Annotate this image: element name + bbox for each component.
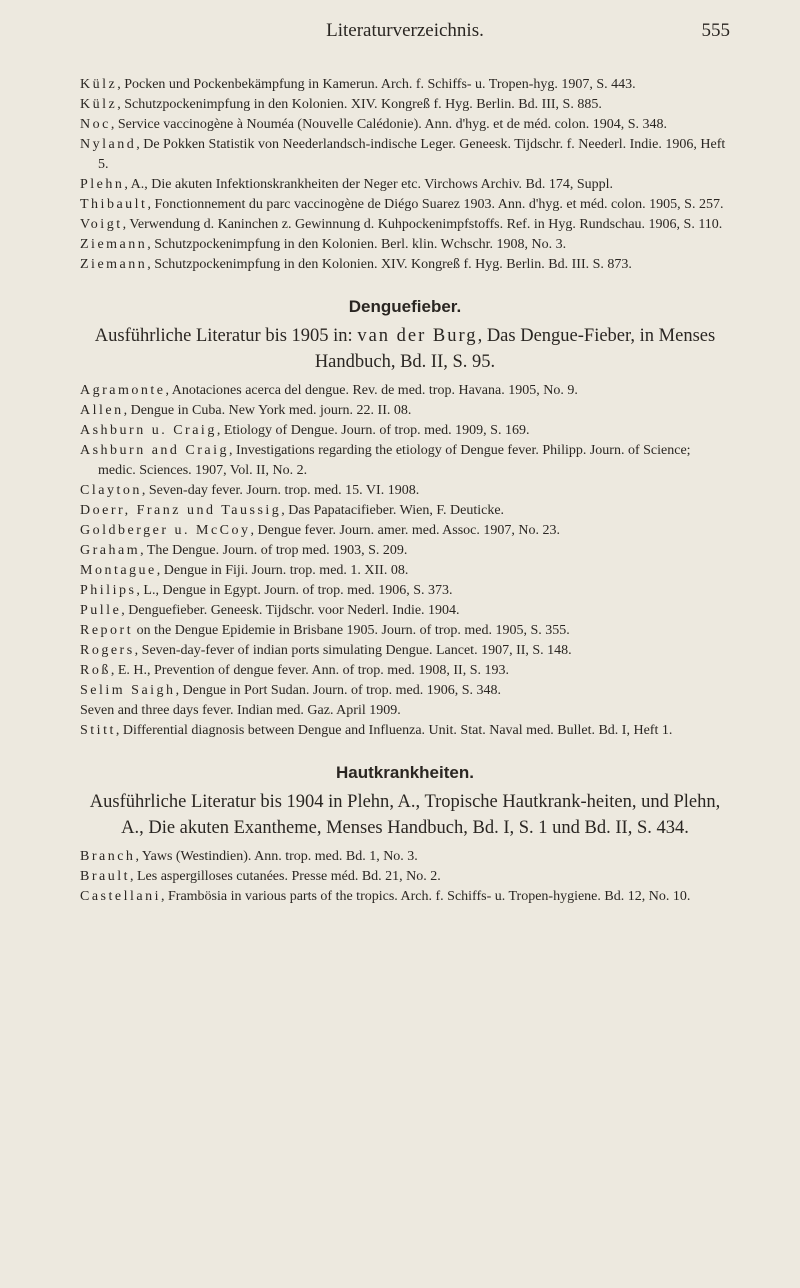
entry-author: Philips [80, 583, 137, 598]
entry-author: Ashburn and Craig [80, 443, 230, 458]
bibliography-entry [80, 887, 730, 907]
entry-author: Voigt [80, 217, 123, 232]
section-heading-dengue: Denguefieber. [348, 297, 462, 316]
page-number: 555 [701, 20, 730, 41]
entry-author: Külz [80, 77, 118, 92]
bibliography-entry [80, 721, 730, 741]
entry-author: Nyland [80, 137, 137, 152]
entry-author: Ashburn u. Craig [80, 423, 217, 438]
entry-author: Graham [80, 543, 141, 558]
entry-author: Branch [80, 849, 136, 864]
entry-author: Külz [80, 97, 118, 112]
entry-author: Brault [80, 869, 130, 884]
entry-text: , Pocken und Pockenbekämpfung in Kamerun. Arch. f. Schiffs- u. Tropen-hyg. 1907, S. 443. [117, 77, 636, 92]
bibliography-entry [80, 581, 730, 601]
entry-text: on the Dengue Epidemie in Brisbane 1905. Journ. of trop. med. 1905, S. 355. [133, 623, 570, 638]
running-head [80, 20, 730, 50]
entry-text: , Schutzpockenimpfung in den Kolonien. XIV. Kongreß f. Hyg. Berlin. Bd. III, S. 885. [117, 97, 602, 112]
entry-text: , Verwendung d. Kaninchen z. Gewinnung d. Kuhpockenimpfstoffs. Ref. in Hyg. Rundschau. 1906, S. 110. [122, 217, 723, 232]
bibliography-entry [80, 175, 730, 195]
bibliography-entry [80, 561, 730, 581]
entry-author: Ziemann [80, 257, 148, 272]
entry-author: Pulle [80, 603, 122, 618]
entry-text: , Frambösia in various parts of the tropics. Arch. f. Schiffs- u. Tropen-hygiene. Bd. 12, No. 10. [161, 889, 691, 904]
entry-text: , Seven-day fever. Journ. trop. med. 15. VI. 1908. [141, 483, 420, 498]
bibliography-entry [80, 381, 730, 401]
entry-text: , Dengue in Fiji. Journ. trop. med. 1. XII. 08. [156, 563, 409, 578]
bibliography-entry [80, 601, 730, 621]
entry-text: , Dengue fever. Journ. amer. med. Assoc. 1907, No. 23. [250, 523, 560, 538]
bibliography-entry [80, 255, 730, 275]
entry-text: , Etiology of Dengue. Journ. of trop. med. 1909, S. 169. [216, 423, 530, 438]
entry-author: Castellani [80, 889, 161, 904]
intro-text: , A., Die akuten Exantheme, Menses Handbuch, Bd. I, S. 1 und Bd. II, S. 434. [121, 792, 721, 838]
entry-text: , Das Papatacifieber. Wien, F. Deuticke. [281, 503, 505, 518]
bibliography-entry [80, 401, 730, 421]
entry-text: , Denguefieber. Geneesk. Tijdschr. voor Nederl. Indie. 1904. [121, 603, 460, 618]
bibliography-entry [80, 215, 730, 235]
section-heading-haut: Hautkrankheiten. [336, 763, 474, 782]
entry-text: , Differential diagnosis between Dengue and Influenza. Unit. Stat. Naval med. Bullet. Bd. I, Heft 1. [115, 723, 673, 738]
bibliography-entry [80, 441, 730, 481]
bibliography-entry [80, 701, 730, 721]
entry-text: , Service vaccinogène à Nouméa (Nouvelle Calédonie). Ann. d'hyg. et de méd. colon. 1904, S. 348. [110, 117, 667, 132]
entry-author: Thibault [80, 197, 148, 212]
entry-author: Clayton [80, 483, 142, 498]
bibliography-entry [80, 661, 730, 681]
entry-author: Noc [80, 117, 111, 132]
bibliography-entry [80, 847, 730, 867]
entry-text: , Dengue in Cuba. New York med. journ. 22. II. 08. [123, 403, 412, 418]
entry-text: , E. H., Prevention of dengue fever. Ann. of trop. med. 1908, II, S. 193. [110, 663, 509, 678]
entry-text: , L., Dengue in Egypt. Journ. of trop. med. 1906, S. 373. [136, 583, 453, 598]
page-body [80, 75, 730, 907]
entry-author: Goldberger u. McCoy [80, 523, 251, 538]
bibliography-entry [80, 621, 730, 641]
bibliography-entry [80, 235, 730, 255]
bibliography-entry [80, 681, 730, 701]
entry-text: , A., Die akuten Infektionskrankheiten der Neger etc. Virchows Archiv. Bd. 174, Suppl. [124, 177, 614, 192]
bibliography-entry [80, 521, 730, 541]
entry-author: Plehn [80, 177, 125, 192]
entry-text: , Anotaciones acerca del dengue. Rev. de med. trop. Havana. 1905, No. 9. [165, 383, 578, 398]
entries-top [80, 75, 730, 275]
intro-text: , Das Dengue-Fieber, in Menses Handbuch, Bd. II, S. 95. [314, 326, 716, 372]
section-intro-haut [80, 789, 730, 841]
entry-text: , The Dengue. Journ. of trop med. 1903, S. 209. [140, 543, 408, 558]
entry-text: , Seven-day-fever of indian ports simulating Dengue. Lancet. 1907, II, S. 148. [134, 643, 572, 658]
bibliography-entry [80, 541, 730, 561]
entry-text: , De Pokken Statistik von Neederlandsch-indische Leger. Geneesk. Tijdschr. f. Neederl. Indie. 1906, Heft 5. [98, 137, 726, 172]
intro-text: , A., Tropische Hautkrank-heiten, und [389, 792, 674, 812]
bibliography-entry [80, 75, 730, 95]
entry-text: , Yaws (Westindien). Ann. trop. med. Bd. 1, No. 3. [135, 849, 418, 864]
bibliography-entry [80, 421, 730, 441]
entry-text: Seven and three days fever. Indian med. Gaz. April 1909. [80, 703, 401, 718]
bibliography-entry [80, 867, 730, 887]
entry-text: , Schutzpockenimpfung in den Kolonien. Berl. klin. Wchschr. 1908, No. 3. [147, 237, 567, 252]
entry-author: Roß [80, 663, 111, 678]
entry-author: Report [80, 623, 134, 638]
entry-text: , Schutzpockenimpfung in den Kolonien. XIV. Kongreß f. Hyg. Berlin. Bd. III. S. 873. [147, 257, 632, 272]
entry-author: Doerr, Franz und Taussig [80, 503, 282, 518]
entry-author: Allen [80, 403, 124, 418]
running-title: Literaturverzeichnis. [326, 20, 484, 41]
intro-author: Plehn [347, 792, 390, 812]
entry-text: , Investigations regarding the etiology of Dengue fever. Philipp. Journ. of Science; medic. Sciences. 1907, Vol. II, No. 2. [98, 443, 691, 478]
entry-author: Rogers [80, 643, 135, 658]
intro-text: Ausführliche Literatur bis 1904 in [89, 792, 348, 812]
bibliography-entry [80, 115, 730, 135]
intro-author: Plehn [673, 792, 716, 812]
entry-text: , Les aspergilloses cutanées. Presse méd. Bd. 21, No. 2. [130, 869, 441, 884]
bibliography-entry [80, 95, 730, 115]
entry-author: Agramonte [80, 383, 166, 398]
bibliography-entry [80, 195, 730, 215]
entry-author: Selim Saigh [80, 683, 176, 698]
bibliography-entry [80, 135, 730, 175]
entry-author: Montague [80, 563, 157, 578]
entry-text: , Dengue in Port Sudan. Journ. of trop. med. 1906, S. 348. [175, 683, 502, 698]
intro-author: van der Burg [357, 326, 478, 346]
bibliography-entry [80, 481, 730, 501]
intro-text: Ausführliche Literatur bis 1905 in: [94, 326, 358, 346]
entry-text: , Fonctionnement du parc vaccinogène de Diégo Suarez 1903. Ann. d'hyg. et méd. colon. 1905, S. 257. [147, 197, 724, 212]
entry-author: Ziemann [80, 237, 148, 252]
bibliography-entry [80, 641, 730, 661]
section-intro-dengue [80, 323, 730, 375]
entries-dengue [80, 381, 730, 741]
entries-haut [80, 847, 730, 907]
entry-author: Stitt [80, 723, 116, 738]
bibliography-entry [80, 501, 730, 521]
